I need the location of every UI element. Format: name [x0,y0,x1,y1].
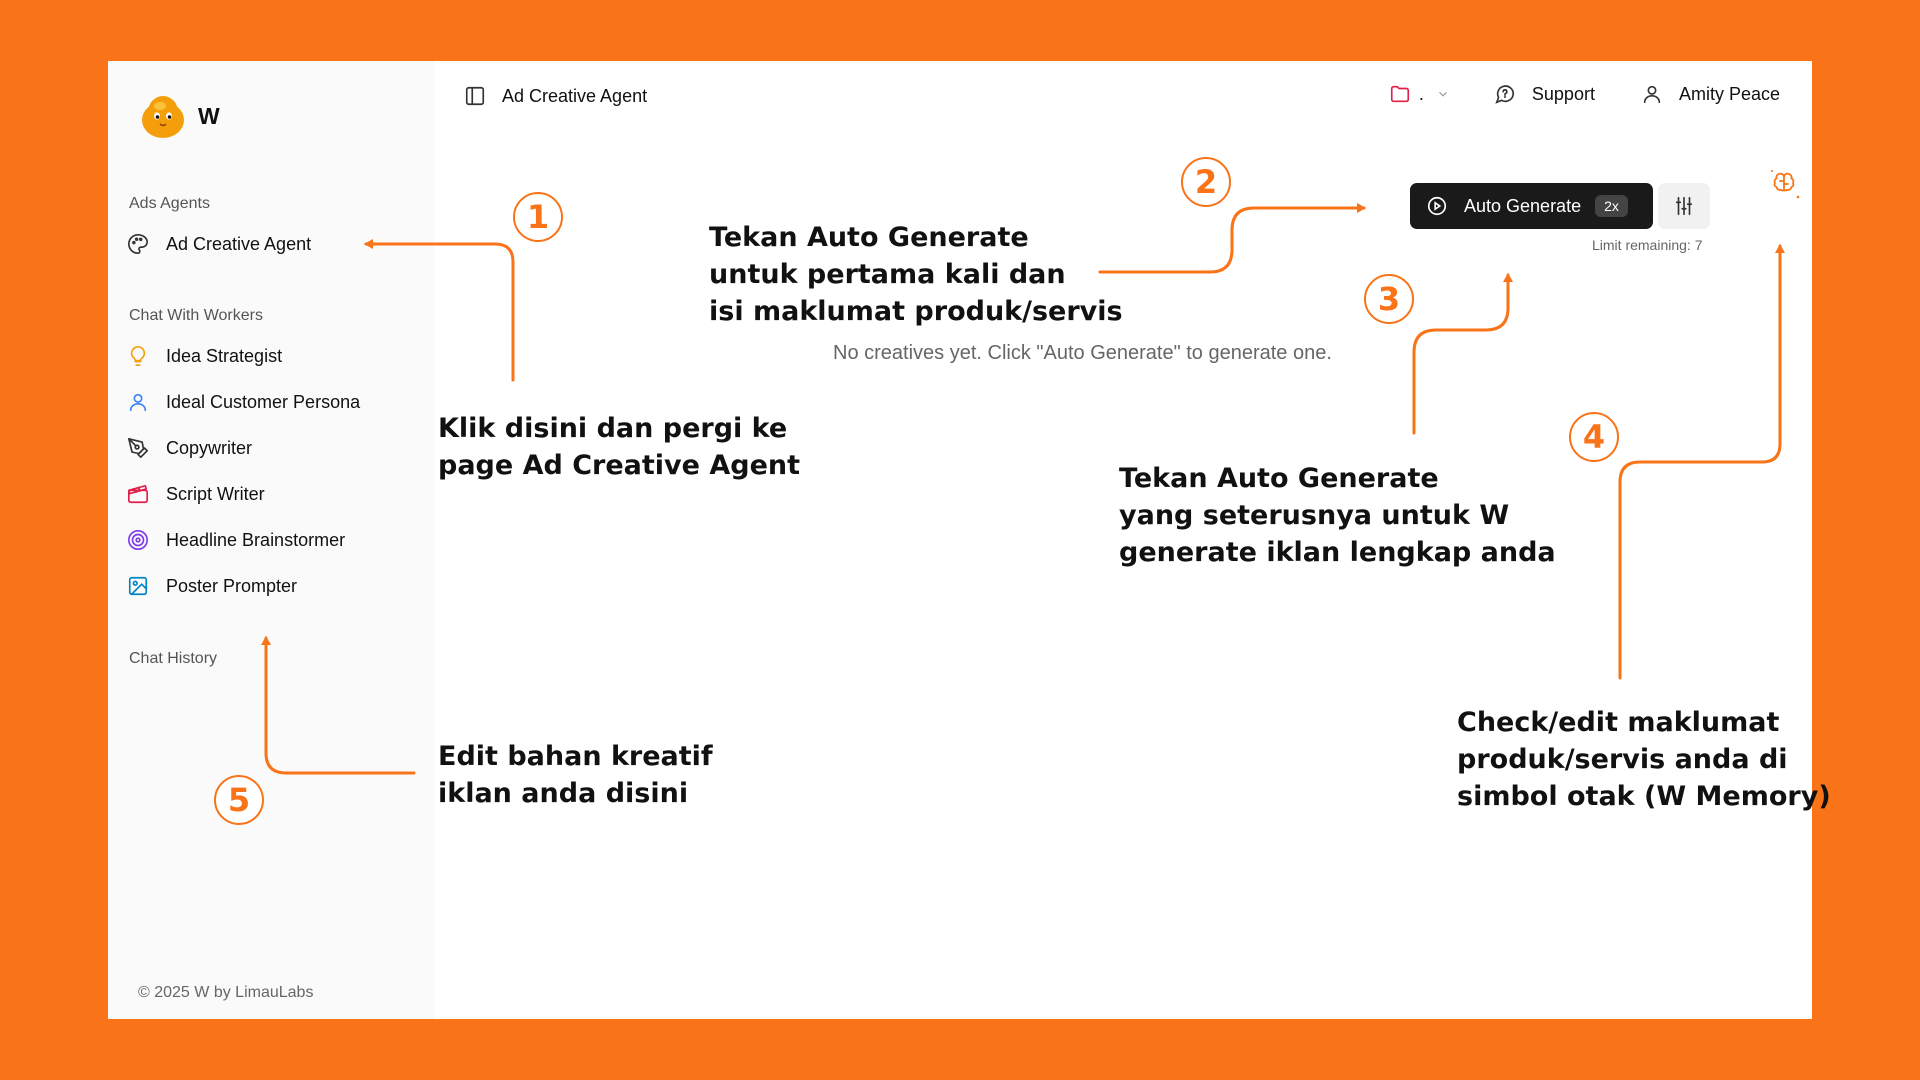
annotation-step4: Check/edit maklumat produk/servis anda di simbol otak (W Memory) [1457,707,1831,812]
sidebar-item-label: Copywriter [166,437,253,458]
palette-icon [126,232,150,256]
sidebar-item-label: Ad Creative Agent [166,233,312,254]
lightbulb-icon [126,344,150,368]
auto-generate-label: Auto Generate [1464,195,1582,216]
brand-name: W [198,102,220,129]
image-icon [126,574,150,598]
step-number-5: 5 [214,775,264,825]
annotation-step2: Tekan Auto Generate untuk pertama kali dan isi maklumat produk/servis [709,222,1123,327]
empty-state-message: No creatives yet. Click "Auto Generate" to generate one. [833,342,1332,364]
sidebar-item-ad-creative-agent[interactable] [126,224,416,264]
sidebar-item-poster-prompter[interactable] [126,566,416,606]
toggle-sidebar-icon[interactable] [464,85,486,107]
user-icon [1641,83,1663,105]
sidebar-item-copywriter[interactable] [126,428,416,468]
sidebar-item-label: Script Writer [166,483,265,504]
copyright-footer: © 2025 W by LimauLabs [138,984,314,1001]
folder-icon [1389,83,1411,105]
page-title: Ad Creative Agent [502,85,648,106]
sidebar [108,61,434,1019]
annotation-step5: Edit bahan kreatif iklan anda disini [438,741,713,809]
user-icon [126,390,150,414]
help-chat-icon [1494,83,1516,105]
support-link[interactable] [1494,83,1595,105]
section-title-chat-with-workers: Chat With Workers [129,307,263,324]
user-name: Amity Peace [1678,83,1780,104]
section-title-chat-history: Chat History [129,650,218,667]
chevron-down-icon [1436,87,1450,101]
user-menu[interactable] [1641,83,1780,105]
step-number-3: 3 [1364,274,1414,324]
brand[interactable] [140,92,220,140]
generation-settings-button[interactable] [1658,183,1710,229]
target-icon [126,528,150,552]
sidebar-item-label: Poster Prompter [166,575,298,596]
step-number-1: 1 [513,192,563,242]
project-selector[interactable] [1389,83,1450,105]
sidebar-item-label: Idea Strategist [166,345,283,366]
auto-generate-multiplier-badge: 2x [1595,195,1628,217]
clapperboard-icon [126,482,150,506]
sliders-icon [1673,195,1695,217]
sidebar-item-idea-strategist[interactable] [126,336,416,376]
section-title-ads-agents: Ads Agents [129,195,210,212]
step-number-4: 4 [1569,412,1619,462]
support-label: Support [1531,83,1595,104]
play-circle-icon [1426,195,1448,217]
sidebar-item-headline-brainstormer[interactable] [126,520,416,560]
auto-generate-button[interactable] [1410,183,1653,229]
project-name: . [1418,83,1424,104]
annotation-step1: Klik disini dan pergi ke page Ad Creative Agent [438,413,801,481]
sidebar-item-label: Ideal Customer Persona [166,391,361,412]
step-number-2: 2 [1181,157,1231,207]
pen-tool-icon [126,436,150,460]
annotation-step3: Tekan Auto Generate yang seterusnya untuk W generate iklan lengkap anda [1119,463,1556,568]
brain-memory-icon[interactable] [1768,167,1800,199]
sidebar-item-label: Headline Brainstormer [166,529,346,550]
limit-remaining: Limit remaining: 7 [1592,237,1703,253]
mascot-logo-icon [140,92,186,140]
app-window [108,61,1812,1019]
topbar [434,61,1812,131]
sidebar-item-script-writer[interactable] [126,474,416,514]
sidebar-item-ideal-customer-persona[interactable] [126,382,416,422]
